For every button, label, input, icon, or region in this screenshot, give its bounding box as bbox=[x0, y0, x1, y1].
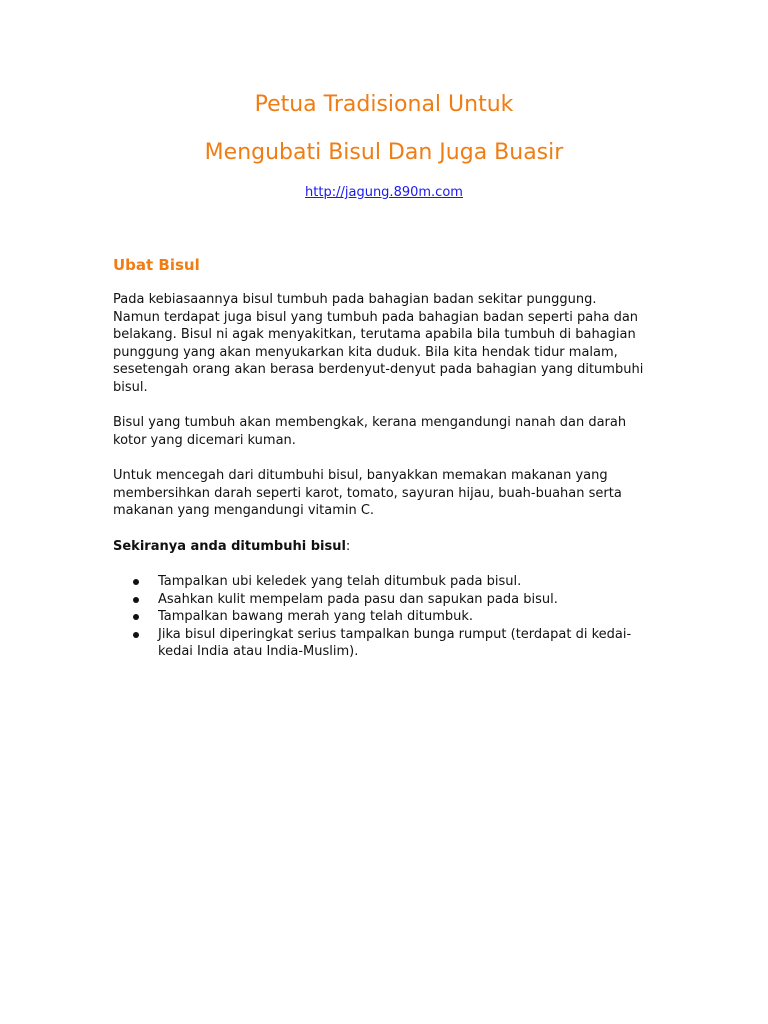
list-item-text: Tampalkan bawang merah yang telah ditumbuk. bbox=[158, 609, 474, 624]
list-heading-bold: Sekiranya anda ditumbuhi bisul bbox=[113, 539, 346, 554]
list-item-text: Jika bisul diperingkat serius tampalkan bunga rumput (terdapat di kedai- bbox=[158, 626, 632, 642]
paragraph-line: kotor yang dicemari kuman. bbox=[113, 432, 296, 448]
paragraph-line: punggung yang akan menyukarkan kita duduk. Bila kita hendak tidur malam, bbox=[113, 344, 618, 360]
source-link[interactable]: http://jagung.890m.com bbox=[305, 185, 463, 200]
list-item bbox=[133, 591, 631, 609]
list-item-text: Tampalkan ubi keledek yang telah ditumbuk pada bisul. bbox=[158, 574, 522, 589]
paragraph-2 bbox=[113, 414, 626, 449]
document-title-line-2: Mengubati Bisul Dan Juga Buasir bbox=[204, 140, 564, 165]
list-item bbox=[133, 573, 631, 591]
paragraph-line: Untuk mencegah dari ditumbuhi bisul, banyakkan memakan makanan yang bbox=[113, 468, 608, 483]
paragraph-line: Namun terdapat juga bisul yang tumbuh pada bahagian badan seperti paha dan bbox=[113, 309, 639, 325]
bullet-icon bbox=[133, 614, 139, 620]
paragraph-line: bisul. bbox=[113, 379, 148, 395]
section-heading: Ubat Bisul bbox=[113, 256, 200, 274]
document-title-line-1: Petua Tradisional Untuk bbox=[254, 92, 514, 117]
list-item-text: Asahkan kulit mempelam pada pasu dan sapukan pada bisul. bbox=[158, 591, 558, 607]
paragraph-line: Bisul yang tumbuh akan membengkak, kerana mengandungi nanah dan darah bbox=[113, 415, 627, 430]
list-item bbox=[133, 626, 631, 661]
list-item-text: kedai India atau India-Muslim). bbox=[158, 644, 359, 659]
paragraph-line: belakang. Bisul ni agak menyakitkan, terutama apabila bila tumbuh di bahagian bbox=[113, 327, 636, 342]
remedy-list bbox=[133, 573, 631, 661]
paragraph-3 bbox=[113, 467, 622, 520]
list-item bbox=[133, 608, 631, 626]
source-url bbox=[0, 184, 768, 202]
paragraph-line: Pada kebiasaannya bisul tumbuh pada bahagian badan sekitar punggung. bbox=[113, 292, 597, 307]
list-heading bbox=[113, 538, 350, 556]
paragraph-line: sesetengah orang akan berasa berdenyut-denyut pada bahagian yang ditumbuhi bbox=[113, 362, 644, 377]
bullet-icon bbox=[133, 579, 139, 585]
paragraph-line: membersihkan darah seperti karot, tomato, sayuran hijau, buah-buahan serta bbox=[113, 485, 622, 501]
paragraph-1 bbox=[113, 291, 643, 396]
paragraph-line: makanan yang mengandungi vitamin C. bbox=[113, 503, 375, 518]
bullet-icon bbox=[133, 597, 139, 603]
bullet-icon bbox=[133, 632, 139, 638]
list-heading-colon: : bbox=[345, 539, 351, 554]
